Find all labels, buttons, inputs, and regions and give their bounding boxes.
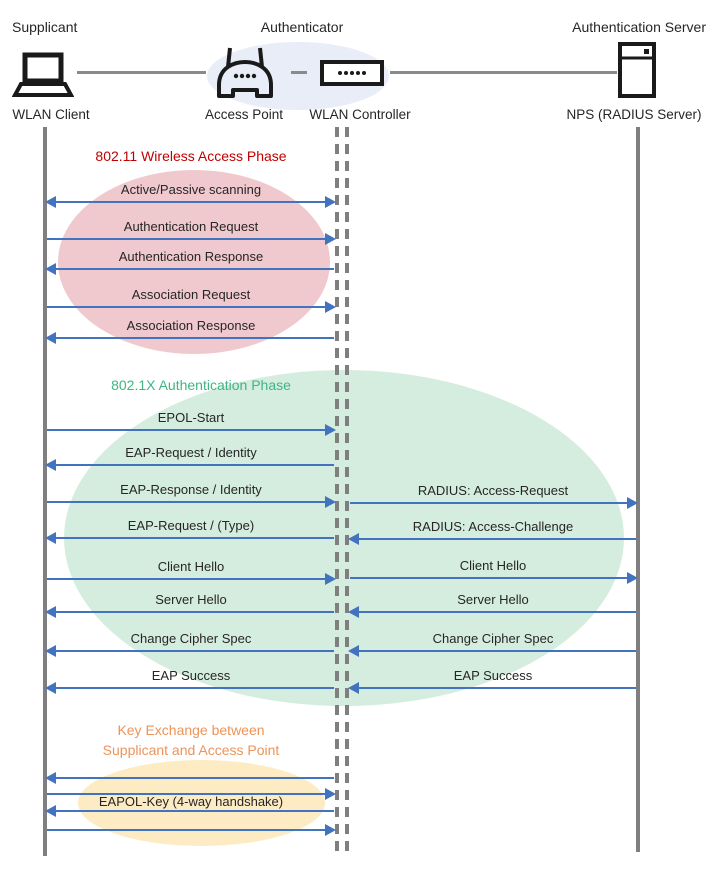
device-label-wlan-client: WLAN Client <box>12 107 90 122</box>
arrow-eapol-key-3 <box>47 810 334 812</box>
message-label-change-cipher-spec-left: Change Cipher Spec <box>130 631 252 646</box>
message-label-server-hello-left: Server Hello <box>155 592 227 607</box>
message-label-eap-request-identity: EAP-Request / Identity <box>125 445 257 460</box>
arrow-association-response <box>47 337 334 339</box>
lifeline-nps <box>636 127 640 852</box>
lifeline-wlan-controller-right <box>345 127 349 856</box>
role-label-supplicant: Supplicant <box>12 19 78 35</box>
access-point-icon <box>213 45 277 106</box>
arrow-eap-success-left <box>47 687 334 689</box>
arrow-eapol-key-1 <box>47 777 334 779</box>
message-label-server-hello-right: Server Hello <box>457 592 529 607</box>
message-label-eap-request-type: EAP-Request / (Type) <box>127 518 255 533</box>
message-label-active-passive-scanning: Active/Passive scanning <box>120 182 262 197</box>
arrow-epol-start <box>47 429 334 431</box>
arrow-radius-access-request <box>350 502 636 504</box>
arrow-eap-response-identity <box>47 501 334 503</box>
server-icon <box>618 42 656 103</box>
phase-title-8021x: 802.1X Authentication Phase <box>111 377 291 393</box>
message-label-eapol-key: EAPOL-Key (4-way handshake) <box>98 794 284 809</box>
message-label-epol-start: EPOL-Start <box>157 410 225 425</box>
phase-title-80211: 802.11 Wireless Access Phase <box>95 148 287 164</box>
arrow-radius-access-challenge <box>350 538 636 540</box>
arrow-association-request <box>47 306 334 308</box>
arrow-eapol-key-4 <box>47 829 334 831</box>
arrow-server-hello-left <box>47 611 334 613</box>
wlan-controller-icon <box>320 60 384 91</box>
connector-dash-middle <box>291 71 307 74</box>
arrow-authentication-response <box>47 268 334 270</box>
arrow-eap-request-identity <box>47 464 334 466</box>
arrow-client-hello-right <box>350 577 636 579</box>
message-label-client-hello-left: Client Hello <box>157 559 225 574</box>
arrow-change-cipher-spec-right <box>350 650 636 652</box>
message-label-association-request: Association Request <box>131 287 251 302</box>
message-label-radius-access-request: RADIUS: Access-Request <box>417 483 569 498</box>
phase-title-key-exchange-line1: Key Exchange between <box>117 722 265 738</box>
role-label-authentication-server: Authentication Server <box>572 19 706 35</box>
message-label-eap-response-identity: EAP-Response / Identity <box>120 482 262 497</box>
device-label-nps: NPS (RADIUS Server) <box>566 107 702 122</box>
arrow-eap-request-type <box>47 537 334 539</box>
message-label-change-cipher-spec-right: Change Cipher Spec <box>432 631 554 646</box>
message-label-radius-access-challenge: RADIUS: Access-Challenge <box>412 519 574 534</box>
phase-title-key-exchange-line2: Supplicant and Access Point <box>102 742 280 758</box>
arrow-client-hello-left <box>47 578 334 580</box>
message-label-eap-success-left: EAP Success <box>151 668 231 683</box>
device-label-wlan-controller: WLAN Controller <box>309 107 411 122</box>
arrow-eap-success-right <box>350 687 636 689</box>
arrow-change-cipher-spec-left <box>47 650 334 652</box>
message-label-authentication-response: Authentication Response <box>118 249 264 264</box>
role-label-authenticator: Authenticator <box>260 19 344 35</box>
device-label-access-point: Access Point <box>204 107 284 122</box>
connector-line-left <box>77 71 206 74</box>
arrow-authentication-request <box>47 238 334 240</box>
laptop-icon <box>12 52 74 103</box>
message-label-association-response: Association Response <box>126 318 256 333</box>
message-label-authentication-request: Authentication Request <box>123 219 259 234</box>
message-label-eap-success-right: EAP Success <box>453 668 533 683</box>
message-label-client-hello-right: Client Hello <box>459 558 527 573</box>
arrow-active-passive-scanning <box>47 201 334 203</box>
connector-line-right <box>390 71 617 74</box>
phase-title-key-exchange <box>47 720 335 760</box>
arrow-server-hello-right <box>350 611 636 613</box>
